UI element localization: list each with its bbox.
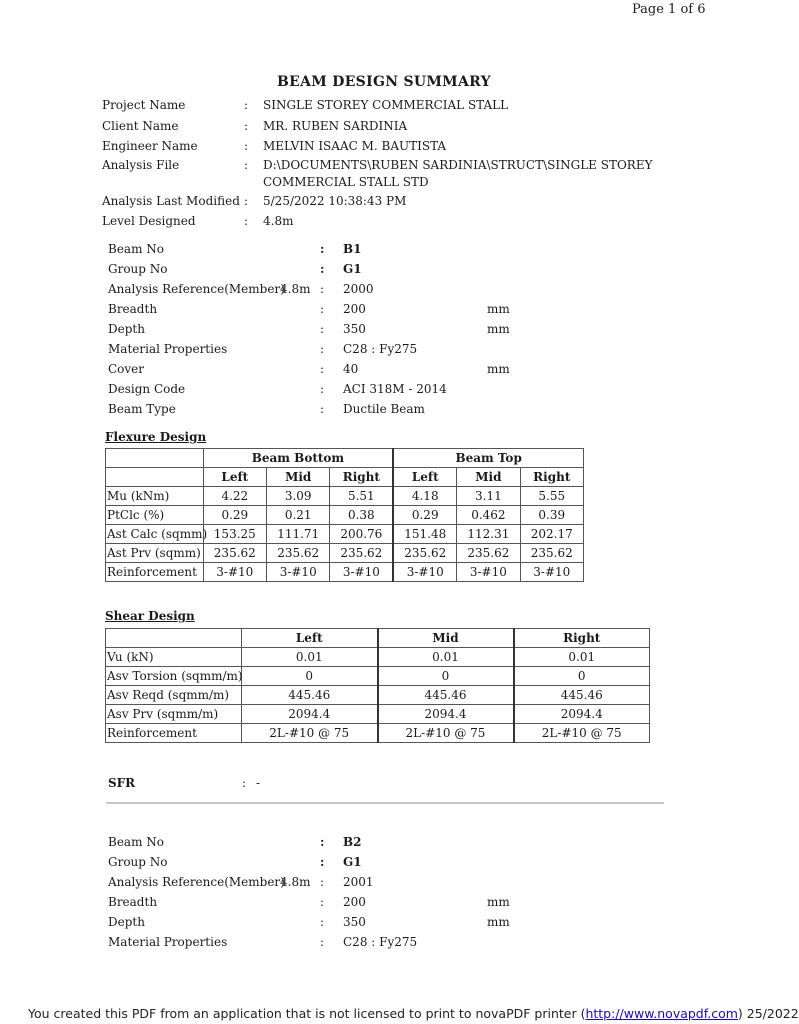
analysis-reference-value: 2000 [343, 282, 374, 296]
table-row [106, 563, 584, 582]
table-row [106, 667, 650, 686]
column-header: Mid [378, 629, 514, 648]
colon: : [320, 915, 325, 929]
depth-value: 350 [343, 915, 366, 929]
row-label: Reinforcement [106, 724, 242, 743]
colon: : [244, 139, 249, 153]
table-cell: 0.01 [514, 648, 650, 667]
design-code-label: Design Code [108, 382, 186, 396]
flexure-design-table [105, 448, 584, 582]
column-header: Left [242, 629, 378, 648]
group-no-value: G1 [343, 262, 362, 276]
colon: : [320, 835, 325, 849]
analysis-reference-label: Analysis Reference(Member) [108, 282, 285, 296]
analysis-reference-value: 2001 [343, 875, 374, 889]
colon: : [244, 119, 249, 133]
row-label: PtClc (%) [106, 506, 204, 525]
table-cell: 235.62 [393, 544, 456, 563]
colon: : [242, 776, 247, 790]
column-header: Right [330, 468, 393, 487]
project-name-label: Project Name [102, 98, 186, 112]
table-cell: 0 [378, 667, 514, 686]
row-label: Ast Prv (sqmm) [106, 544, 204, 563]
table-cell: 0.38 [330, 506, 393, 525]
colon: : [320, 322, 325, 336]
table-cell [106, 449, 204, 468]
table-cell [106, 629, 242, 648]
cover-value: 40 [343, 362, 359, 376]
cover-unit: mm [487, 362, 510, 376]
analysis-reference-level: 4.8m [280, 875, 311, 889]
table-cell: 0.29 [393, 506, 456, 525]
table-cell: 112.31 [457, 525, 520, 544]
colon: : [320, 875, 325, 889]
engineer-name-value: MELVIN ISAAC M. BAUTISTA [263, 139, 447, 153]
beam-bottom-header: Beam Bottom [203, 449, 393, 468]
column-header: Left [393, 468, 456, 487]
column-header: Mid [457, 468, 520, 487]
sfr-label: SFR [108, 776, 136, 790]
table-row [106, 525, 584, 544]
pdf-footer-notice [28, 1006, 799, 1021]
table-cell: 3.11 [457, 487, 520, 506]
table-cell: 3-#10 [203, 563, 266, 582]
project-name-value: SINGLE STOREY COMMERCIAL STALL [263, 98, 509, 112]
row-label: Reinforcement [106, 563, 204, 582]
material-properties-label: Material Properties [108, 342, 228, 356]
table-cell: 4.18 [393, 487, 456, 506]
table-cell: 445.46 [242, 686, 378, 705]
table-row [106, 705, 650, 724]
table-row [106, 506, 584, 525]
column-header: Mid [267, 468, 330, 487]
row-label: Asv Torsion (sqmm/m) [106, 667, 242, 686]
breadth-label: Breadth [108, 895, 158, 909]
table-cell: 3-#10 [393, 563, 456, 582]
row-label: Asv Reqd (sqmm/m) [106, 686, 242, 705]
level-designed-value: 4.8m [263, 214, 294, 228]
table-cell: 151.48 [393, 525, 456, 544]
column-header: Right [520, 468, 583, 487]
table-row [106, 544, 584, 563]
table-cell: 0 [514, 667, 650, 686]
engineer-name-label: Engineer Name [102, 139, 198, 153]
group-no-label: Group No [108, 855, 168, 869]
breadth-value: 200 [343, 895, 366, 909]
table-cell: 235.62 [203, 544, 266, 563]
beam-no-label: Beam No [108, 835, 164, 849]
table-cell: 445.46 [378, 686, 514, 705]
colon: : [320, 935, 325, 949]
analysis-file-value: D:\DOCUMENTS\RUBEN SARDINIA\STRUCT\SINGLE STOREY [263, 158, 653, 172]
table-cell: 202.17 [520, 525, 583, 544]
colon: : [320, 895, 325, 909]
column-header: Right [514, 629, 650, 648]
table-cell: 111.71 [267, 525, 330, 544]
analysis-modified-label: Analysis Last Modified [102, 194, 240, 208]
colon: : [320, 342, 325, 356]
level-designed-label: Level Designed [102, 214, 196, 228]
shear-design-heading: Shear Design [105, 609, 195, 623]
design-code-value: ACI 318M - 2014 [343, 382, 447, 396]
page-number: Page 1 of 6 [632, 2, 706, 17]
table-cell: 0.21 [267, 506, 330, 525]
table-cell: 2L-#10 @ 75 [378, 724, 514, 743]
breadth-unit: mm [487, 302, 510, 316]
table-cell: 153.25 [203, 525, 266, 544]
table-cell: 235.62 [267, 544, 330, 563]
novapdf-link[interactable]: http://www.novapdf.com [585, 1006, 738, 1021]
material-properties-value: C28 : Fy275 [343, 342, 418, 356]
depth-label: Depth [108, 915, 145, 929]
group-no-value: G1 [343, 855, 362, 869]
breadth-value: 200 [343, 302, 366, 316]
colon: : [320, 402, 325, 416]
table-cell: 3-#10 [267, 563, 330, 582]
depth-unit: mm [487, 915, 510, 929]
table-cell: 0.01 [378, 648, 514, 667]
table-cell: 3-#10 [520, 563, 583, 582]
table-row [106, 724, 650, 743]
row-label: Mu (kNm) [106, 487, 204, 506]
colon: : [244, 158, 249, 172]
colon: : [320, 262, 325, 276]
table-cell: 2094.4 [378, 705, 514, 724]
analysis-reference-level: 4.8m [280, 282, 311, 296]
breadth-unit: mm [487, 895, 510, 909]
cover-label: Cover [108, 362, 145, 376]
table-row [106, 629, 650, 648]
table-cell: 0.29 [203, 506, 266, 525]
table-row [106, 648, 650, 667]
material-properties-label: Material Properties [108, 935, 228, 949]
depth-label: Depth [108, 322, 145, 336]
table-row [106, 468, 584, 487]
table-cell: 0 [242, 667, 378, 686]
table-cell: 200.76 [330, 525, 393, 544]
table-cell: 2L-#10 @ 75 [242, 724, 378, 743]
beam-no-label: Beam No [108, 242, 164, 256]
depth-unit: mm [487, 322, 510, 336]
table-row [106, 449, 584, 468]
table-cell: 2094.4 [242, 705, 378, 724]
table-cell: 5.55 [520, 487, 583, 506]
analysis-reference-label: Analysis Reference(Member) [108, 875, 285, 889]
colon: : [244, 194, 249, 208]
table-cell: 2L-#10 @ 75 [514, 724, 650, 743]
beam-no-value: B1 [343, 242, 362, 256]
beam-type-label: Beam Type [108, 402, 176, 416]
colon: : [244, 98, 249, 112]
colon: : [320, 362, 325, 376]
table-row [106, 487, 584, 506]
beam-top-header: Beam Top [393, 449, 583, 468]
table-cell: 3.09 [267, 487, 330, 506]
table-cell: 445.46 [514, 686, 650, 705]
shear-design-table [105, 628, 650, 743]
section-divider [106, 802, 664, 804]
table-cell: 0.462 [457, 506, 520, 525]
row-label: Asv Prv (sqmm/m) [106, 705, 242, 724]
analysis-file-label: Analysis File [102, 158, 180, 172]
analysis-modified-value: 5/25/2022 10:38:43 PM [263, 194, 407, 208]
client-name-value: MR. RUBEN SARDINIA [263, 119, 408, 133]
breadth-label: Breadth [108, 302, 158, 316]
table-cell: 235.62 [457, 544, 520, 563]
row-label: Ast Calc (sqmm) [106, 525, 204, 544]
row-label: Vu (kN) [106, 648, 242, 667]
colon: : [320, 302, 325, 316]
material-properties-value: C28 : Fy275 [343, 935, 418, 949]
table-cell: 0.01 [242, 648, 378, 667]
beam-no-value: B2 [343, 835, 362, 849]
table-cell [106, 468, 204, 487]
footer-text-end: ) 25/2022 [737, 1006, 799, 1021]
colon: : [320, 282, 325, 296]
table-row [106, 686, 650, 705]
table-cell: 4.22 [203, 487, 266, 506]
sfr-value: - [256, 776, 261, 790]
footer-text: You created this PDF from an application that is not licensed to print to novaPDF printer ( [28, 1006, 586, 1021]
table-cell: 3-#10 [457, 563, 520, 582]
group-no-label: Group No [108, 262, 168, 276]
table-cell: 0.39 [520, 506, 583, 525]
table-cell: 235.62 [520, 544, 583, 563]
table-cell: 3-#10 [330, 563, 393, 582]
colon: : [244, 214, 249, 228]
client-name-label: Client Name [102, 119, 179, 133]
column-header: Left [203, 468, 266, 487]
colon: : [320, 382, 325, 396]
table-cell: 2094.4 [514, 705, 650, 724]
analysis-file-value-line2: COMMERCIAL STALL STD [263, 175, 429, 189]
table-cell: 235.62 [330, 544, 393, 563]
document-title: BEAM DESIGN SUMMARY [277, 74, 491, 90]
table-cell: 5.51 [330, 487, 393, 506]
beam-type-value: Ductile Beam [343, 402, 425, 416]
colon: : [320, 242, 325, 256]
depth-value: 350 [343, 322, 366, 336]
flexure-design-heading: Flexure Design [105, 430, 207, 444]
colon: : [320, 855, 325, 869]
